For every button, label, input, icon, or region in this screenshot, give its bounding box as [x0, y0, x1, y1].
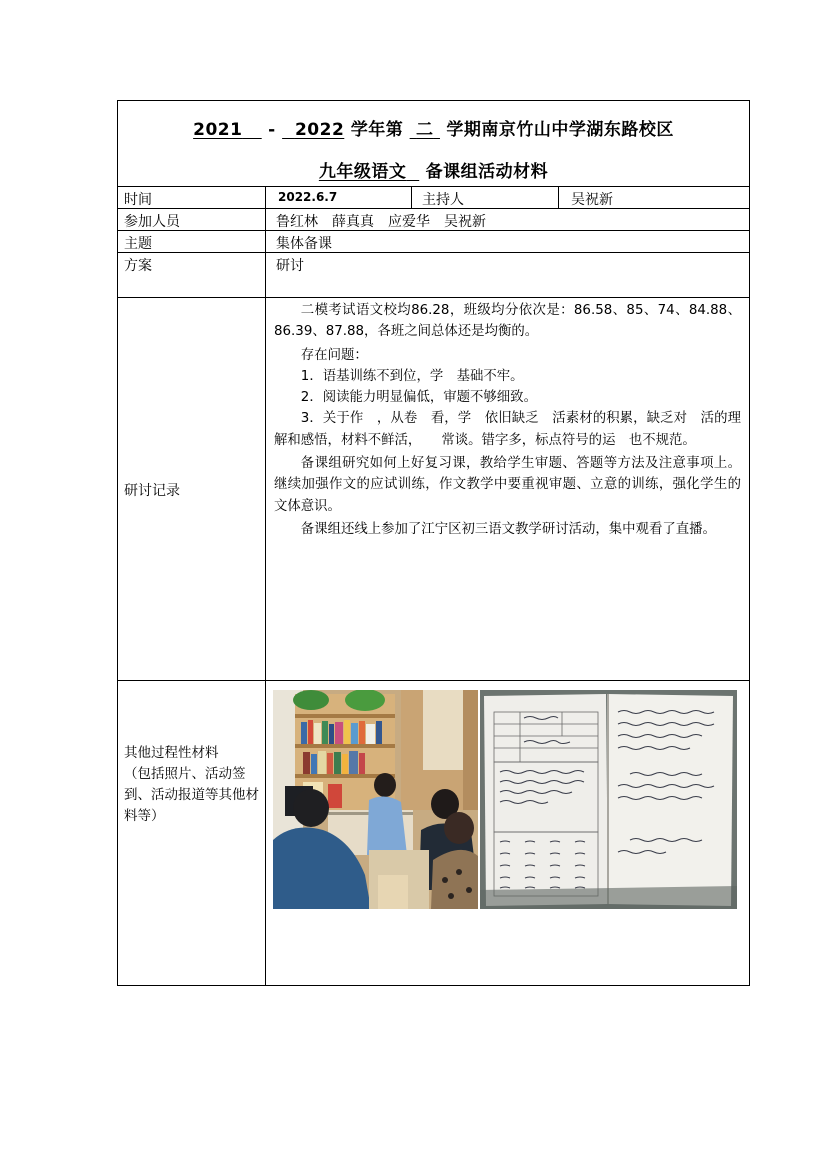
record-paragraph: 1．语基训练不到位，学 基础不牢。 — [300, 368, 524, 384]
row-plan — [118, 253, 749, 298]
term-number: 二 — [416, 120, 434, 140]
record-content — [266, 298, 749, 680]
record-paragraph: 3．关于作 ，从卷 看，学 依旧缺乏 活素材的积累，缺乏对 活的理解和感悟，材料不鲜活， 常谈。错字多，标点符号的运 也不规范。 — [274, 411, 741, 448]
row-participants — [118, 209, 749, 231]
title-line-group — [118, 157, 749, 182]
row-topic — [118, 231, 749, 253]
participants-label: 参加人员 — [118, 209, 266, 230]
group-suffix: 备课组活动材料 — [425, 162, 549, 182]
row-other-materials — [118, 681, 749, 985]
row-time — [118, 187, 749, 209]
record-paragraph: 二模考试语文校均86.28，班级均分依次是：86.58、85、74、84.88、86.39、87.88，各班之间总体还是均衡的。 — [274, 303, 741, 340]
topic-value: 集体备课 — [276, 236, 332, 252]
time-value: 2022.6.7 — [266, 187, 412, 208]
row-record — [118, 298, 749, 681]
record-book-drawing — [480, 690, 737, 909]
topic-label: 主题 — [118, 231, 266, 252]
year-start: 2021 — [193, 120, 243, 140]
plan-label: 方案 — [118, 253, 266, 297]
record-paragraph: 备课组还线上参加了江宁区初三语文教学研讨活动，集中观看了直播。 — [300, 521, 716, 537]
title-line-term — [118, 115, 749, 140]
participants-value: 鲁红林 薛真真 应爱华 吴祝新 — [276, 214, 486, 230]
time-label: 时间 — [118, 187, 266, 208]
school-name: 学期南京竹山中学湖东路校区 — [446, 120, 674, 140]
meeting-photo — [273, 690, 478, 909]
meeting-photo-drawing — [273, 690, 478, 909]
other-label-title: 其他过程性材料 — [124, 745, 219, 761]
other-label — [118, 681, 266, 985]
host-value: 吴祝新 — [571, 192, 613, 208]
record-book-photo — [480, 690, 737, 909]
record-label-text: 研讨记录 — [124, 483, 180, 499]
activity-record-table — [117, 100, 750, 986]
record-paragraph: 备课组研究如何上好复习课，教给学生审题、答题等方法及注意事项上。继续加强作文的应试训练，作文教学中要重视审题、立意的训练，强化学生的文体意识。 — [274, 456, 741, 514]
document-title — [118, 101, 749, 187]
year-dash: - — [268, 120, 276, 140]
record-label — [118, 298, 266, 680]
year-end: 2022 — [294, 120, 345, 140]
record-paragraph: 存在问题： — [300, 347, 368, 363]
record-paragraph: 2．阅读能力明显偏低，审题不够细致。 — [300, 390, 537, 406]
photo-area — [266, 681, 749, 985]
host-label: 主持人 — [412, 187, 559, 208]
plan-value: 研讨 — [276, 258, 304, 274]
group-name: 九年级语文 — [318, 162, 407, 182]
year-suffix: 学年第 — [350, 120, 404, 140]
other-label-note: （包括照片、活动签到、活动报道等其他材料等） — [124, 766, 259, 824]
